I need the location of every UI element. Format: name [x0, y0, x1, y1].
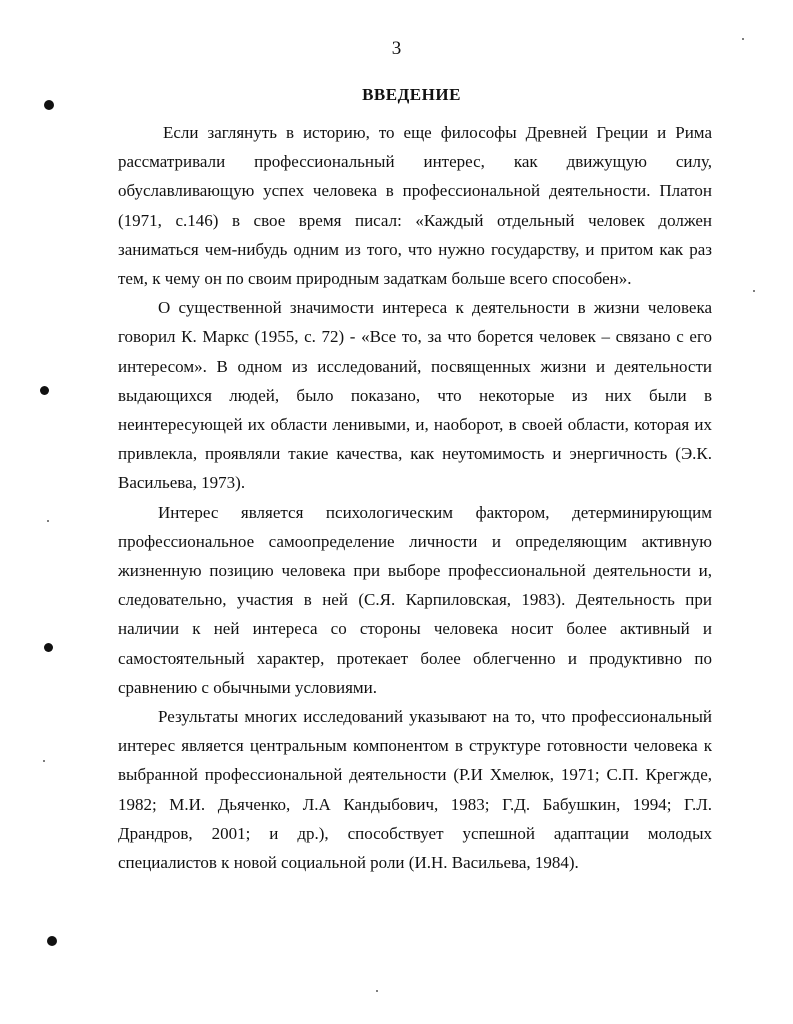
paragraph-3: Интерес является психологическим фактором, детерминирующим профессиональное самоопределение личности и определяющим активную жизненную позицию человека при выборе профессиональной деятельности и, следовательно, участия в ней (С.Я. Карпиловская, 1983). Деятельность при наличии к ней интереса со стороны человека носит более активный и самостоятельный характер, протекает более облегченно и продуктивно по сравнению с обычными условиями. [118, 502, 712, 697]
scan-speck [753, 290, 755, 292]
paragraph-4: Результаты многих исследований указывают на то, что профессиональный интерес является центральным компонентом в структуре готовности человека к выбранной профессиональной деятельности (Р.И Хмелюк, 1971; С.П. Крегжде, 1982; М.И. Дьяченко, Л.А Кандыбович, 1983; Г.Д. Бабушкин, 1994; Г.Л. Драндров, 2001; и др.), способствует успешной адаптации молодых специалистов к новой социальной роли (И.Н. Васильева, 1984). [118, 707, 712, 873]
section-heading: ВВЕДЕНИЕ [362, 85, 461, 104]
punch-hole-dot [47, 936, 57, 946]
page-number: 3 [391, 38, 402, 59]
scan-speck [43, 760, 45, 762]
punch-hole-dot [44, 643, 53, 652]
scan-speck [47, 520, 49, 522]
scan-speck [376, 990, 378, 992]
paragraph-2: О существенной значимости интереса к деятельности в жизни человека говорил К. Маркс (1955, с. 72) - «Все то, за что борется человек – связано с его интересом». В одном из исследований, посвященных жизни и деятельности выдающихся людей, было показано, что некоторые из них были в неинтересующей их области ленивыми, и, наоборот, в своей области, которая их привлекла, проявляли такие качества, как неутомимость и энергичность (Э.К. Васильева, 1973). [118, 298, 712, 493]
paragraph-1: Если заглянуть в историю, то еще философы Древней Греции и Рима рассматривали профессиональный интерес, как движущую силу, обуславливающую успех человека в профессиональной деятельности. Платон (1971, с.146) в свое время писал: «Каждый отдельный человек должен заниматься чем-нибудь одним из того, что нужно государству, и притом как раз тем, к чему он по своим природным задаткам больше всего способен». [118, 123, 712, 289]
punch-hole-dot [40, 386, 49, 395]
body-text [118, 118, 712, 877]
punch-hole-dot [44, 100, 54, 110]
scan-speck [742, 38, 744, 40]
